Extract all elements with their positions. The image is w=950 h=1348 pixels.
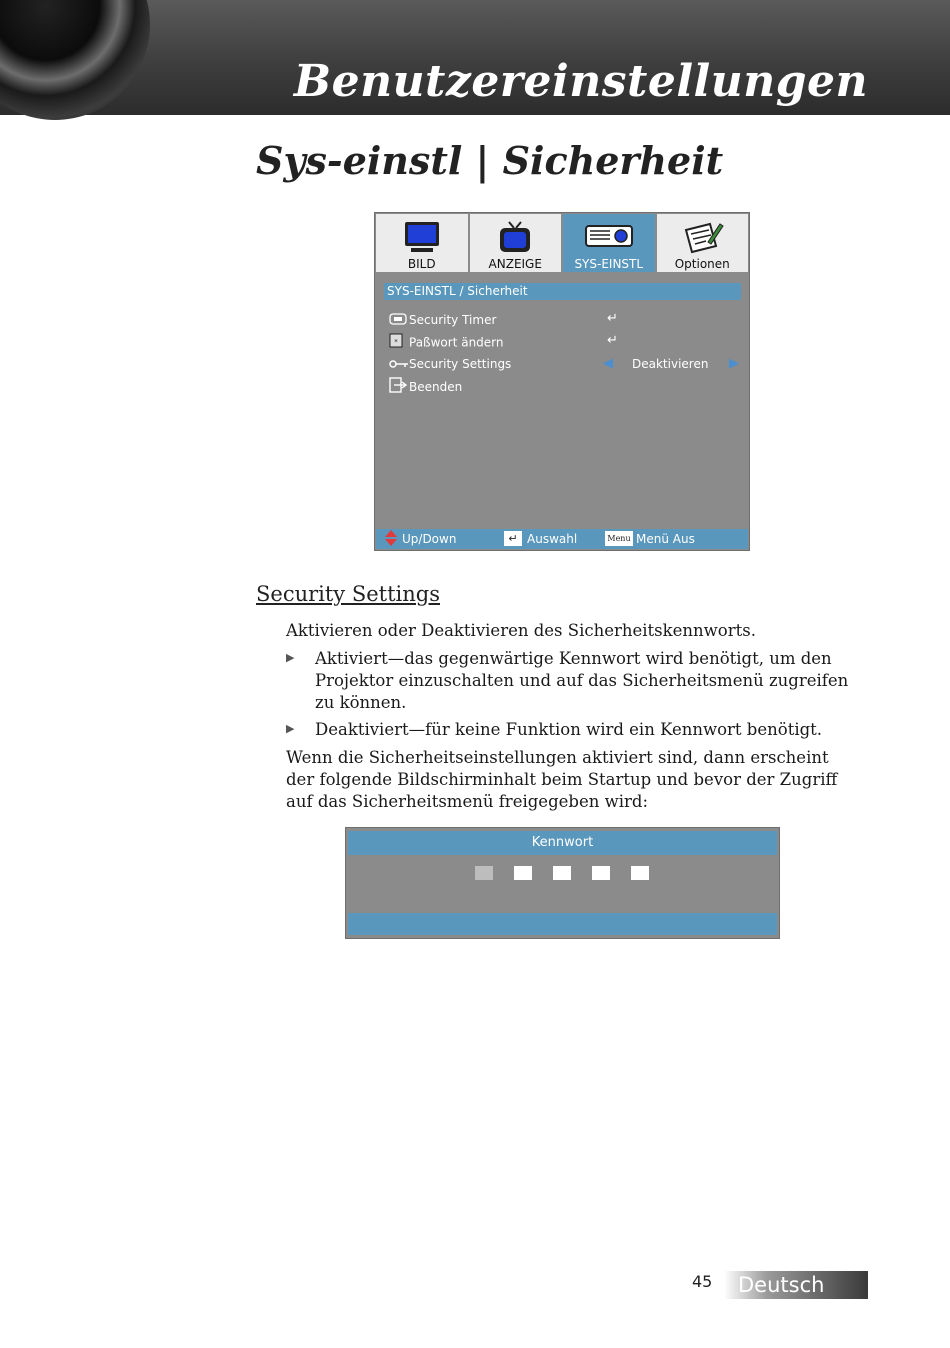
enter-icon: ↵ xyxy=(607,311,618,326)
updown-icon xyxy=(384,529,398,553)
tab-anzeige[interactable] xyxy=(470,214,564,272)
header-banner xyxy=(0,0,950,115)
osd-item-label: Security Timer xyxy=(409,313,497,327)
timer-icon xyxy=(389,312,409,330)
osd-item-security-timer[interactable] xyxy=(389,311,496,329)
bullet-arrow-icon: ▶ xyxy=(286,722,295,735)
osd-item-label: Beenden xyxy=(409,380,463,394)
osd-breadcrumb: SYS-EINSTL / Sicherheit xyxy=(384,283,741,300)
tab-label: ANZEIGE xyxy=(488,257,542,271)
osd-item-security-settings[interactable] xyxy=(389,355,511,373)
enter-key-icon: ↵ xyxy=(504,531,522,546)
bullet-activated: Aktiviert—das gegenwärtige Kennwort wird benötigt, um den Projektor einzuschalten und auf das Sicherheitsmenü zugreifen zu können. xyxy=(315,649,849,712)
page-number: 45 xyxy=(692,1272,713,1291)
password-dialog-footer xyxy=(348,913,777,935)
language-label: Deutsch xyxy=(724,1271,868,1299)
password-dialog-title: Kennwort xyxy=(348,831,777,855)
monitor-icon xyxy=(403,220,441,258)
security-settings-value: Deaktivieren xyxy=(632,357,709,371)
tab-bild[interactable] xyxy=(376,214,470,272)
tab-label: BILD xyxy=(407,257,436,271)
tab-label: SYS-EINSTL xyxy=(574,257,644,271)
exit-icon xyxy=(389,377,409,398)
key-icon xyxy=(389,356,409,374)
section-title: Security Settings xyxy=(256,582,440,606)
arrow-right-icon[interactable]: ▶ xyxy=(729,356,739,371)
osd-item-label: Paßwort ändern xyxy=(409,335,504,350)
options-icon xyxy=(680,220,724,258)
menu-key-icon: Menu xyxy=(605,531,633,546)
tab-label: Optionen xyxy=(674,257,730,271)
tv-icon xyxy=(497,220,533,258)
section-outro: Wenn die Sicherheitseinstellungen aktiviert sind, dann erscheint der folgende Bildschirminhalt beim Startup und bevor der Zugriff auf das Sicherheitsmenü freigegeben wird: xyxy=(286,748,838,811)
password-digit-box[interactable] xyxy=(592,866,610,880)
osd-tabs xyxy=(376,214,748,272)
section-intro: Aktivieren oder Deaktivieren des Sicherheitskennworts. xyxy=(286,621,756,640)
banner-title: Benutzereinstellungen xyxy=(293,56,868,107)
bullet-arrow-icon: ▶ xyxy=(286,651,295,664)
lens-graphic xyxy=(0,0,150,120)
osd-menu xyxy=(374,212,750,551)
password-dialog xyxy=(345,827,780,939)
enter-icon: ↵ xyxy=(607,333,618,348)
projector-icon xyxy=(584,220,634,254)
password-icon xyxy=(389,333,409,353)
password-digit-box[interactable] xyxy=(514,866,532,880)
osd-item-label: Security Settings xyxy=(409,357,512,371)
password-digit-box[interactable] xyxy=(553,866,571,880)
bullet-deactivated: Deaktiviert—für keine Funktion wird ein Kennwort benötigt. xyxy=(315,720,823,739)
arrow-left-icon[interactable]: ◀ xyxy=(603,356,613,371)
tab-sys-einstl[interactable] xyxy=(563,214,657,272)
osd-item-password[interactable] xyxy=(389,333,504,351)
page-title: Sys-einstl | Sicherheit xyxy=(256,138,724,183)
osd-item-beenden[interactable] xyxy=(389,377,462,395)
osd-footer xyxy=(376,529,748,549)
password-digit-box[interactable] xyxy=(631,866,649,880)
footer-updown: Up/Down xyxy=(402,532,457,546)
footer-select: Auswahl xyxy=(527,532,578,546)
footer-menu-off: Menü Aus xyxy=(636,532,695,546)
tab-optionen[interactable] xyxy=(657,214,749,272)
svg-text:*: * xyxy=(394,338,398,346)
password-digit-box[interactable] xyxy=(475,866,493,880)
